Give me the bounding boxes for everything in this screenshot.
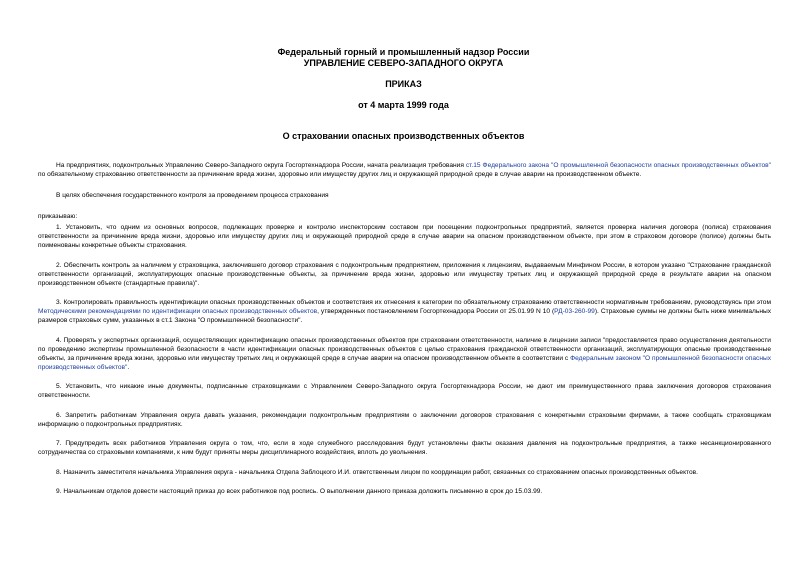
methodical-recommendations-link[interactable]: Методическими рекомендациями по идентификации опасных производственных объектов bbox=[38, 308, 318, 315]
document-title: О страховании опасных производственных объектов bbox=[282, 131, 525, 141]
federal-law-article-link[interactable]: ст.15 Федерального закона "О промышленной безопасности опасных производственных объектов" bbox=[465, 162, 771, 169]
item-3-text-start: 3. Контролировать правильность идентификации опасных производственных объектов и соответствия их отнесения к категории по обязательному страхованию ответственности нормативным требованиям, руководствуясь при этом bbox=[56, 299, 771, 306]
item-3-text-middle: , утвержденных постановлением Госгортехнадзора России от 25.01.99 N 10 ( bbox=[317, 308, 555, 315]
document-type: ПРИКАЗ bbox=[385, 79, 422, 89]
order-item-2: 2. Обеспечить контроль за наличием у страховщика, заключившего договор страхования с подконтрольным предприятием, приложения к лицензиям, выдаваемым Минфином России, в котором указано "Страхование гражданской ответственности организаций, эксплуатирующих опасные производственные объекты, за причинение вреда жизни, здоровью или имуществу третьих лиц и окружающей природной среде в результате аварии на опасном производственном объекте (стандартные правила)". bbox=[38, 261, 771, 287]
order-item-9: 9. Начальникам отделов довести настоящий приказ до всех работников под роспись. О выполнении данного приказа доложить письменно в срок до 15.03.99. bbox=[56, 488, 543, 495]
order-item-1: 1. Установить, что одним из основных вопросов, подлежащих проверке и контролю инспекторским составом при посещении подконтрольных предприятий, является проверка наличия договора (полиса) страхования ответственности за причинение вреда жизни, здоровью или имуществу других лиц и окружающей природной среде в случае аварии на опасном производственном объекте, при этом в страховом договоре (полисе) должны быть поименованы конкретные объекты страхования. bbox=[38, 224, 771, 249]
order-item-3 bbox=[38, 298, 771, 325]
document-body bbox=[38, 161, 771, 507]
federal-law-link[interactable]: Федеральным законом "О промышленной безопасности опасных производственных объектов" bbox=[38, 354, 771, 371]
order-item-6: 6. Запретить работникам Управления округа давать указания, рекомендации подконтрольным предприятиям о заключении договоров страхования с конкретными страховыми фирмами, а также сообщать страховщикам информацию о подконтрольных предприятиях. bbox=[38, 411, 771, 428]
order-item-7: 7. Предупредить всех работников Управления округа о том, что, если в ходе служебного расследования будут установлены факты оказания давления на подконтрольные предприятия, а также несанкционированного сотрудничества со страховыми компаниями, к ним будут приняты меры дисциплинарного воздействия, вплоть до увольнения. bbox=[38, 440, 771, 456]
order-item-5: 5. Установить, что никакие иные документы, подписанные страховщиками с Управлением Северо-Западного округа Госгортехнадзора России, не дают им преимущественного права заключения договоров страхования ответственности. bbox=[38, 383, 771, 399]
intro-paragraph bbox=[38, 161, 771, 179]
purpose-paragraph: В целях обеспечения государственного контроля за проведением процесса страхования bbox=[56, 192, 329, 199]
item-4-text-start: 4. Проверять у экспертных организаций, осуществляющих идентификацию опасных производственных объектов при страховании ответственности, наличие в лицензии записи "предоставляется право осуществления деятельности по проведению экспертизы промышленной безопасности в части идентификации опасных производственных объектов с целью страхования гражданской ответственности организаций, эксплуатирующих опасные производственные объекты, за причинение вреда жизни, здоровью или имуществу третьих лиц и окружающей среде в случае аварии на опасном производственном объекте в соответствии с bbox=[38, 336, 771, 362]
order-item-4 bbox=[38, 336, 771, 372]
intro-text-end: по обязательному страхованию ответственности за причинение вреда жизни, здоровью или имуществу других лиц и окружающей природной среде в случае аварии на производственном объекте. bbox=[38, 171, 642, 178]
item-3-text-end: ). Страховые суммы не должны быть ниже минимальных размеров страховых сумм, указанных в ст.1 Закона "О промышленной безопасности". bbox=[38, 308, 772, 324]
organization-name: Федеральный горный и промышленный надзор России bbox=[277, 47, 530, 57]
department-name: УПРАВЛЕНИЕ СЕВЕРО-ЗАПАДНОГО ОКРУГА bbox=[303, 58, 504, 68]
document-date: от 4 марта 1999 года bbox=[358, 100, 449, 110]
item-4-text-end: . bbox=[127, 363, 130, 371]
order-word: приказываю: bbox=[38, 213, 78, 220]
intro-text-start: На предприятиях, подконтрольных Управлению Северо-Западного округа Госгортехнадзора России, начата реализация требования bbox=[56, 162, 466, 169]
order-item-8: 8. Назначить заместителя начальника Управления округа - начальника Отдела Заблоцкого И.И. ответственным лицом по координации работ, связанных со страхованием опасных производственных объектов. bbox=[56, 468, 698, 476]
rd-03-260-99-link[interactable]: РД-03-260-99 bbox=[554, 308, 595, 315]
